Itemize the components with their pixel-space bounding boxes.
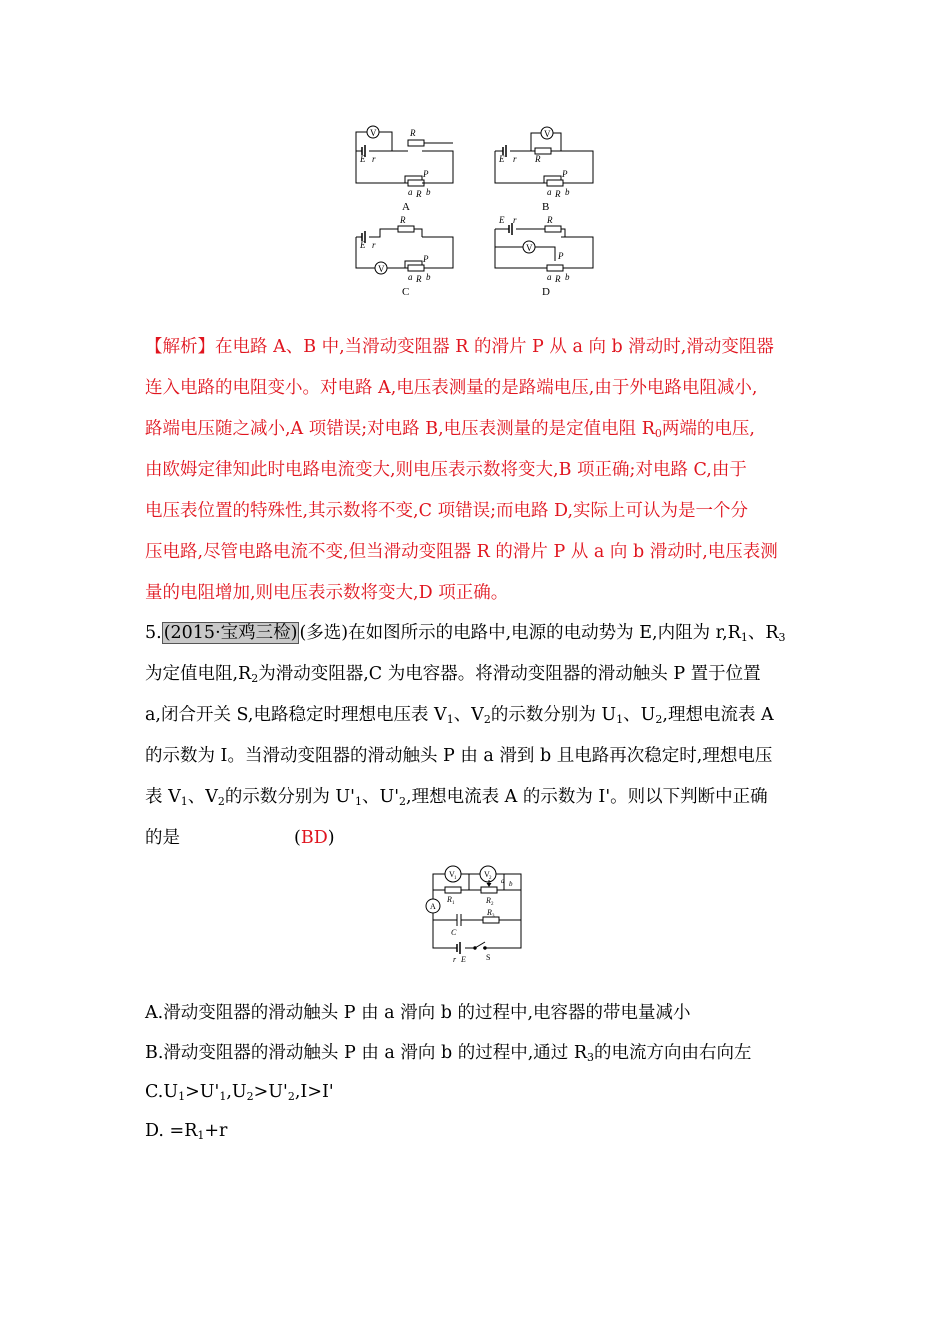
q-text-6: 的是 [145,828,180,848]
q-text-2b: 为滑动变阻器,C 为电容器。将滑动变阻器的滑动触头 P 置于位置 [258,664,761,684]
r-label-d: r [513,215,517,225]
v-label-a: V [370,128,377,138]
resistor-r0-c [398,226,414,232]
b-pos-label: b [509,880,513,888]
opt-d-b: +r [204,1121,228,1141]
e-label-a: E [360,154,366,164]
rheostat-r2 [481,887,497,893]
answer-bracket [294,827,335,849]
b-label-d: b [565,272,570,282]
q-text-5c: 的示数分别为 U' [224,787,355,807]
opt-d-sub: 1 [197,1129,205,1142]
a-label: A [430,902,436,911]
q-sub-2: 2 [251,672,259,685]
r-label-b: r [513,154,517,164]
option-b [145,1042,752,1064]
v-label-c: V [378,264,385,274]
b-label-c: b [426,272,431,282]
circuit-label-b: B [542,201,550,213]
opt-c-s2: 1 [219,1090,227,1103]
question-line-1 [145,622,786,644]
opt-c-a: C.U [145,1082,179,1102]
opt-b-a: B.滑动变阻器的滑动触头 P 由 a 滑向 b 的过程中,通过 R [145,1043,588,1063]
answer-open: ( [294,828,301,848]
r0-label-c: R [400,215,406,225]
circuit-label-c: C [402,286,410,298]
q-text-1b: 、R [747,623,779,643]
r-rheo-label-a: R [416,189,422,199]
analysis-line-5: 电压表位置的特殊性,其示数将不变,C 项错误;而电路 D,实际上可认为是一个分 [145,501,749,521]
circuit-d [495,215,593,298]
q-text-3b: 、V [453,705,484,725]
circuit-label-d: D [542,286,550,298]
analysis-line-7: 量的电阻增加,则电压表示数将变大,D 项正确。 [145,583,509,603]
resistor-r3 [483,917,499,923]
q-sub-3a: 1 [446,713,454,726]
q-text-1a: (多选)在如图所示的电路中,电源的电动势为 E,内阻为 r,R [299,623,741,643]
e-label-b: E [499,154,505,164]
p-label-b: P [562,169,568,179]
p-label-a: P [423,169,429,179]
analysis-line-4: 由欧姆定律知此时电路电流变大,则电压表示数将变大,B 项正确;对电路 C,由于 [145,460,747,480]
analysis-sub-r0: 0 [654,427,662,440]
opt-c-s4: 2 [287,1090,295,1103]
option-d [145,1120,227,1142]
r3-sub: 3 [492,914,495,919]
q-sub-3d: 2 [655,713,663,726]
circuit-c [356,215,453,298]
circuit-diagrams-abcd [350,118,610,303]
circuit-a [356,126,453,213]
q-text-5e: ,理想电流表 A 的示数为 I'。则以下判断中正确 [406,787,768,807]
q-text-5d: 、U' [361,787,400,807]
p-label-d: P [558,251,564,261]
b-label-b: b [565,187,570,197]
option-c [145,1081,334,1103]
analysis-line-1 [145,336,774,358]
opt-c-c: ,U [226,1082,247,1102]
q-sub-5b: 2 [217,795,225,808]
rheostat-d [547,265,563,271]
r2-label: R [486,896,491,905]
r1-label: R [447,895,452,904]
question-number: 5. [145,623,162,643]
a-label-b: a [547,187,552,197]
resistor-r0-d [545,226,561,232]
r-rheo-label-d: R [555,274,561,284]
q-text-3c: 的示数分别为 U [490,705,617,725]
e-label-c: E [360,240,366,250]
q-sub-3b: 2 [483,713,491,726]
q-text-5b: 、V [187,787,218,807]
switch-s [475,942,485,948]
r-rheo-label-c: R [416,274,422,284]
q-text-2a: 为定值电阻,R [145,664,252,684]
rheostat-c [408,265,424,271]
r-rheo-label-b: R [555,189,561,199]
e-label-d: E [499,215,505,225]
q-sub-3c: 1 [616,713,624,726]
analysis-text-3: 路端电压随之减小,A 项错误;对电路 B,电压表测量的是定值电阻 R [145,419,655,439]
v2-sub: 2 [489,876,492,881]
q-sub-1a: 1 [740,631,748,644]
a-label-a: a [408,187,413,197]
a-pos-label: a [501,877,505,885]
v2-label: V [484,870,490,879]
p-label-c: P [423,254,429,264]
e-label: E [461,955,466,964]
question-line-2 [145,663,761,685]
r3-label: R [487,908,492,917]
circuit-diagram-q5 [425,862,525,964]
opt-c-e: ,I>I' [294,1082,334,1102]
q-sub-5d: 2 [399,795,407,808]
question-line-4: 的示数为 I。当滑动变阻器的滑动触头 P 由 a 滑到 b 且电路再次稳定时,理想电压 [145,746,773,766]
b-label-a: b [426,187,431,197]
analysis-line-3 [145,418,755,440]
q-sub-5c: 1 [354,795,362,808]
r0-label-d: R [547,215,553,225]
opt-c-s3: 2 [246,1090,254,1103]
question-line-6 [145,827,445,849]
question-source-badge: (2015·宝鸡三检) [163,623,298,643]
circuit-b [495,127,593,213]
question-line-3 [145,704,774,726]
r1-sub: 1 [452,901,455,906]
s-label: S [486,953,491,962]
r2-sub: 2 [491,902,494,907]
analysis-line-2: 连入电路的电阻变小。对电路 A,电压表测量的是路端电压,由于外电路电阻减小, [145,378,758,398]
r-label-c: r [372,240,376,250]
q-text-3e: ,理想电流表 A [662,705,774,725]
analysis-text-1: 在电路 A、B 中,当滑动变阻器 R 的滑片 P 从 a 向 b 滑动时,滑动变阻器 [215,337,774,357]
answer-close: ) [327,828,335,848]
a-label-c: a [408,272,413,282]
resistor-r1 [445,887,461,893]
q-sub-5a: 1 [180,795,188,808]
v1-label: V [449,870,455,879]
rheostat-a [408,180,424,186]
r-label-a: r [372,154,376,164]
analysis-tag: 【解析】 [145,337,215,357]
option-a: A.滑动变阻器的滑动触头 P 由 a 滑向 b 的过程中,电容器的带电量减小 [145,1003,691,1023]
answer-value: BD [300,828,328,848]
q-text-5a: 表 V [145,787,181,807]
v1-sub: 1 [454,876,457,881]
opt-b-sub: 3 [587,1051,595,1064]
v-label-b: V [544,129,551,139]
circuit-label-a: A [402,201,410,213]
c-label: C [451,928,457,937]
question-line-5 [145,786,768,808]
opt-c-s1: 1 [178,1090,186,1103]
opt-c-b: >U' [185,1082,220,1102]
q-text-3a: a,闭合开关 S,电路稳定时理想电压表 V [145,705,447,725]
q-text-3d: 、U [623,705,656,725]
analysis-text-3-tail: 两端的电压, [661,419,755,439]
r0-label-a: R [410,128,416,138]
resistor-r0-a [408,140,424,146]
a-label-d: a [547,272,552,282]
r0-label-b: R [535,154,541,164]
opt-d-a: D. =R [145,1121,198,1141]
opt-c-d: >U' [253,1082,288,1102]
r-label: r [453,955,457,964]
opt-b-b: 的电流方向由右向左 [594,1043,752,1063]
v-label-d: V [526,243,533,253]
analysis-line-6: 压电路,尽管电路电流不变,但当滑动变阻器 R 的滑片 P 从 a 向 b 滑动时,电压表测 [145,542,778,562]
rheostat-b [547,180,563,186]
q-sub-1b: 3 [778,631,786,644]
